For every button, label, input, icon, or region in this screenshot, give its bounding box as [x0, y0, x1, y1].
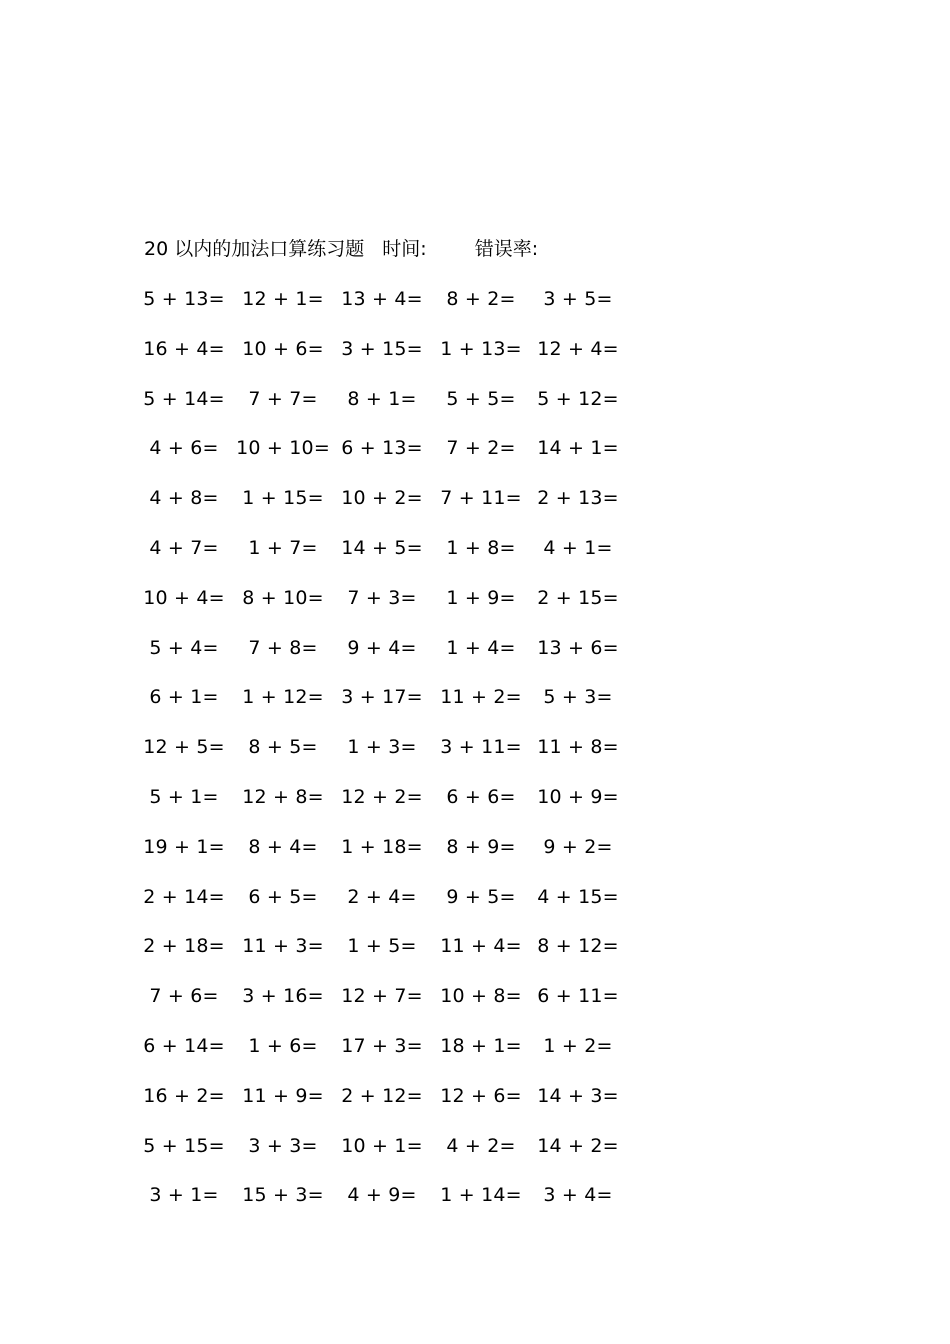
problem-item: 1 + 4=: [446, 636, 516, 659]
problem-item: 18 + 1=: [440, 1035, 522, 1057]
problem-item: 5 + 15=: [143, 1134, 225, 1157]
problem-item: 8 + 1=: [347, 387, 417, 410]
problem-item: 10 + 10=: [236, 437, 330, 460]
problem-item: 9 + 5=: [446, 885, 516, 908]
problem-item: 7 + 7=: [248, 387, 318, 410]
problem-item: 4 + 8=: [149, 487, 219, 510]
problem-item: 12 + 7=: [341, 985, 423, 1008]
problem-item: 12 + 5=: [143, 736, 225, 759]
problem-item: 8 + 10=: [242, 586, 324, 609]
problem-item: 9 + 2=: [543, 835, 613, 858]
problem-item: 11 + 8=: [537, 736, 619, 759]
problem-item: 12 + 4=: [537, 337, 619, 360]
problem-item: 4 + 15=: [537, 885, 619, 908]
error-rate-label: 错误率:: [474, 238, 539, 260]
problem-item: 15 + 3=: [242, 1184, 324, 1207]
problem-item: 1 + 9=: [446, 586, 516, 609]
problem-item: 8 + 4=: [248, 835, 318, 858]
problem-item: 4 + 1=: [543, 537, 613, 559]
problem-item: 11 + 4=: [440, 935, 522, 958]
problem-item: 1 + 8=: [446, 537, 516, 559]
problem-item: 9 + 4=: [347, 636, 417, 659]
problem-item: 8 + 2=: [446, 288, 516, 310]
worksheet-title: 20 以内的加法口算练习题: [144, 238, 365, 260]
problem-item: 6 + 6=: [446, 786, 516, 808]
problem-item: 6 + 1=: [149, 686, 219, 709]
problem-item: 5 + 14=: [143, 387, 225, 410]
problem-item: 5 + 3=: [543, 686, 613, 709]
problem-item: 3 + 17=: [341, 686, 423, 709]
problem-item: 3 + 11=: [440, 736, 522, 759]
time-label: 时间:: [382, 238, 427, 260]
problem-item: 10 + 9=: [537, 786, 619, 808]
problem-item: 12 + 8=: [242, 786, 324, 808]
problem-item: 11 + 3=: [242, 935, 324, 958]
problem-item: 1 + 13=: [440, 337, 522, 360]
problem-item: 6 + 14=: [143, 1035, 225, 1057]
problem-item: 7 + 6=: [149, 985, 219, 1008]
problem-item: 14 + 3=: [537, 1084, 619, 1107]
problem-item: 5 + 5=: [446, 387, 516, 410]
problem-item: 19 + 1=: [143, 835, 225, 858]
problem-item: 13 + 6=: [537, 636, 619, 659]
problem-item: 1 + 14=: [440, 1184, 522, 1207]
problem-item: 2 + 12=: [341, 1084, 423, 1107]
problem-item: 7 + 2=: [446, 437, 516, 460]
problem-item: 2 + 14=: [143, 885, 225, 908]
problem-item: 8 + 12=: [537, 935, 619, 958]
problem-item: 14 + 5=: [341, 537, 423, 559]
problem-item: 5 + 12=: [537, 387, 619, 410]
problem-item: 10 + 2=: [341, 487, 423, 510]
problem-item: 2 + 4=: [347, 885, 417, 908]
problem-item: 7 + 3=: [347, 586, 417, 609]
problem-item: 1 + 2=: [543, 1035, 613, 1057]
problem-item: 4 + 9=: [347, 1184, 417, 1207]
problem-item: 1 + 5=: [347, 935, 417, 958]
problem-item: 3 + 1=: [149, 1184, 219, 1207]
problem-item: 7 + 8=: [248, 636, 318, 659]
problem-item: 13 + 4=: [341, 288, 423, 310]
problem-item: 14 + 1=: [537, 437, 619, 460]
problem-item: 8 + 9=: [446, 835, 516, 858]
problem-item: 1 + 12=: [242, 686, 324, 709]
problem-item: 4 + 7=: [149, 537, 219, 559]
problem-item: 3 + 15=: [341, 337, 423, 360]
problem-item: 1 + 3=: [347, 736, 417, 759]
problem-item: 6 + 13=: [341, 437, 423, 460]
problem-item: 3 + 3=: [248, 1134, 318, 1157]
problem-item: 12 + 2=: [341, 786, 423, 808]
problem-item: 3 + 4=: [543, 1184, 613, 1207]
problem-item: 1 + 7=: [248, 537, 318, 559]
problem-item: 6 + 11=: [537, 985, 619, 1008]
problem-item: 10 + 4=: [143, 586, 225, 609]
problem-item: 11 + 9=: [242, 1084, 324, 1107]
problem-item: 12 + 6=: [440, 1084, 522, 1107]
problem-item: 6 + 5=: [248, 885, 318, 908]
problem-item: 1 + 15=: [242, 487, 324, 510]
problem-item: 5 + 4=: [149, 636, 219, 659]
problem-item: 8 + 5=: [248, 736, 318, 759]
problem-item: 11 + 2=: [440, 686, 522, 709]
problem-item: 2 + 15=: [537, 586, 619, 609]
problem-item: 10 + 8=: [440, 985, 522, 1008]
problem-item: 1 + 18=: [341, 835, 423, 858]
problem-item: 7 + 11=: [440, 487, 522, 510]
problem-item: 10 + 1=: [341, 1134, 423, 1157]
problem-item: 10 + 6=: [242, 337, 324, 360]
problem-item: 5 + 13=: [143, 288, 225, 310]
problem-item: 14 + 2=: [537, 1134, 619, 1157]
problem-item: 3 + 16=: [242, 985, 324, 1008]
worksheet-header: [144, 236, 538, 262]
problem-item: 16 + 4=: [143, 337, 225, 360]
problem-item: 16 + 2=: [143, 1084, 225, 1107]
problem-item: 4 + 2=: [446, 1134, 516, 1157]
problem-item: 5 + 1=: [149, 786, 219, 808]
problem-item: 4 + 6=: [149, 437, 219, 460]
problem-item: 3 + 5=: [543, 288, 613, 310]
problem-item: 2 + 18=: [143, 935, 225, 958]
problem-item: 17 + 3=: [341, 1035, 423, 1057]
problem-item: 2 + 13=: [537, 487, 619, 510]
problem-item: 1 + 6=: [248, 1035, 318, 1057]
problem-item: 12 + 1=: [242, 288, 324, 310]
